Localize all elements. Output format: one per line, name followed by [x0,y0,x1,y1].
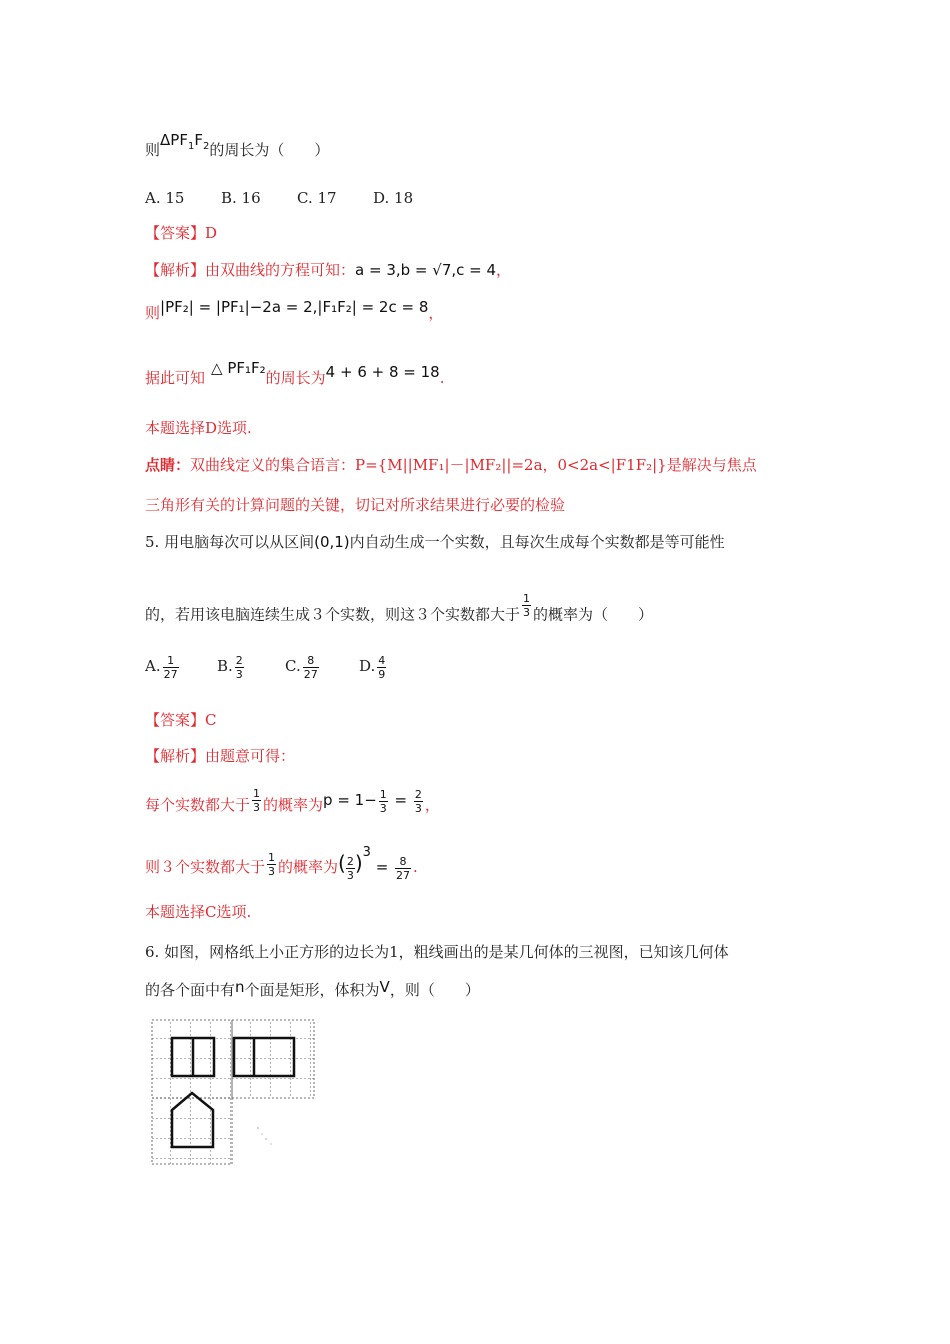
exponent: 3 [362,845,371,860]
analysis-mid: 的周长为 [265,369,326,387]
option-fraction [303,654,319,681]
q5-stem-text: 的概率为（ ） [533,605,654,624]
result-fraction [414,788,423,815]
q6-stem-text: 个面是矩形，体积为 [244,981,380,999]
fraction-one-third [522,592,531,619]
option-label: C. [285,657,301,675]
q6-stem-text: ，则（ ） [389,981,480,999]
punct: . [439,369,445,387]
analysis-math: a = 3,b = √7,c = 4 [355,261,497,279]
paren-close: ) [354,851,363,875]
tip-tag: 点睛： [145,456,191,474]
interval-math: (0,1) [314,533,350,551]
var-n: n [235,978,245,996]
q4-stem-suffix: 的周长为（ ） [209,141,330,159]
tip-text: 双曲线定义的集合语言：P={M||MF₁|－|MF₂||=2a，0<2a<|F1F₂|}是解决与焦点 [190,456,757,474]
analysis-text: 则３个实数都大于 [145,858,266,876]
scan-speckles [257,1127,271,1144]
frac-den: 27 [396,868,411,882]
q4-select-line: 本题选择D选项. [145,419,252,437]
q5-option-a [145,652,217,681]
q5-options [145,652,388,681]
answer-value: C [205,711,217,729]
q4-option-d: D. 18 [373,189,414,207]
frac-den: 3 [523,606,531,619]
answer-tag: 【答案】 [145,711,206,729]
frac-num: 1 [523,592,531,605]
three-view-figure [150,1018,320,1168]
side-view-grid [232,1020,314,1098]
answer-value: D [205,224,218,242]
analysis-math: p = 1− [323,791,377,809]
q4-tip-line2: 三角形有关的计算问题的关键，切记对所求结果进行必要的检验 [145,496,566,514]
q6-stem-line1: 6. 如图，网格纸上小正方形的边长为1，粗线画出的是某几何体的三视图，已知该几何体 [145,943,729,961]
option-label: B. [217,657,233,675]
q5-answer [145,710,217,730]
punct: ， [424,796,440,814]
answer-tag: 【答案】 [145,224,206,242]
q6-stem-line2 [145,980,480,1000]
q5-option-b [217,652,285,681]
q4-analysis-line2 [145,298,444,323]
analysis-tag: 【解析】 [145,747,206,765]
analysis-prefix: 则 [145,304,161,322]
q5-analysis [145,746,295,766]
q6-stem-text: 的各个面中有 [145,981,236,999]
frac-den: 27 [303,667,318,681]
frac-den: 3 [235,667,243,681]
frac-den: 3 [346,868,354,882]
analysis-text: 的概率为 [263,796,324,814]
analysis-math: |PF₂| = |PF₁|−2a = 2,|F₁F₂| = 2c = 8 [160,298,429,316]
frac-num: 1 [268,850,276,864]
frac-den: 9 [378,667,386,681]
paren-fraction [346,855,355,882]
analysis-text: 每个实数都大于 [145,796,251,814]
q4-option-c: C. 17 [297,189,337,207]
option-label: A. [145,657,161,675]
analysis-tag: 【解析】 [145,261,206,279]
q5-stem-text: 内自动生成一个实数，且每次生成每个实数都是等可能性 [349,533,725,551]
analysis-text: 的概率为 [278,858,339,876]
punct: . [413,858,418,876]
q4-option-a: A. 15 [145,189,185,207]
q5-analysis-line2 [145,845,418,884]
analysis-text: 由双曲线的方程可知： [205,261,356,279]
q4-options [145,188,413,208]
paren-open: ( [338,851,346,875]
var-v: V [379,978,390,996]
option-label: D. [359,657,376,675]
frac-num: 1 [163,654,179,668]
q4-tip-line1 [145,455,757,475]
equals: = [370,858,394,876]
frac-den: 3 [414,801,422,815]
q5-option-c [285,652,359,681]
fraction-one-third [252,787,261,814]
option-fraction [377,654,386,681]
q5-option-d [359,652,388,681]
q4-option-b: B. 16 [221,189,261,207]
frac-num: 8 [395,855,411,869]
punct: ， [496,261,512,279]
option-fraction [235,654,244,681]
fraction-one-third [267,851,276,878]
q4-stem-prefix: 则 [145,141,161,159]
analysis-prefix: 据此可知 [145,369,206,387]
q5-stem-line1 [145,532,725,552]
frac-den: 3 [253,800,261,814]
frac-num: 1 [379,787,387,801]
analysis-value: 4 + 6 + 8 = 18 [325,363,440,381]
frac-num: 8 [303,654,319,668]
frac-num: 2 [414,787,422,801]
q4-stem-math: $\Delta PF_1F_2$ [160,131,210,152]
frac-num: 2 [346,854,354,868]
punct: ， [428,304,444,322]
frac-num: 4 [378,653,386,667]
option-fraction [163,654,179,681]
frac-den: 3 [379,801,387,815]
q4-analysis-line3 [145,359,445,388]
frac-den: 3 [268,864,276,878]
fraction-one-third [379,788,388,815]
frac-den: 27 [163,667,178,681]
q5-select-line: 本题选择C选项. [145,903,252,921]
frac-num: 1 [253,786,261,800]
q5-stem-line2 [145,592,654,629]
q4-analysis-line1 [145,260,511,280]
q5-stem-text: 5. 用电脑每次可以从区间 [145,533,315,551]
analysis-text: 由题意可得： [205,747,296,765]
result-fraction [395,855,411,882]
frac-num: 2 [235,653,243,667]
analysis-math: △ PF₁F₂ [211,359,266,377]
equals: = [389,791,412,809]
q5-stem-text: 的，若用该电脑连续生成３个实数，则这３个实数都大于 [145,605,521,624]
q5-analysis-line1 [145,786,440,820]
top-view-grid [152,1098,232,1164]
q4-answer [145,223,217,243]
q4-stem [145,131,330,167]
